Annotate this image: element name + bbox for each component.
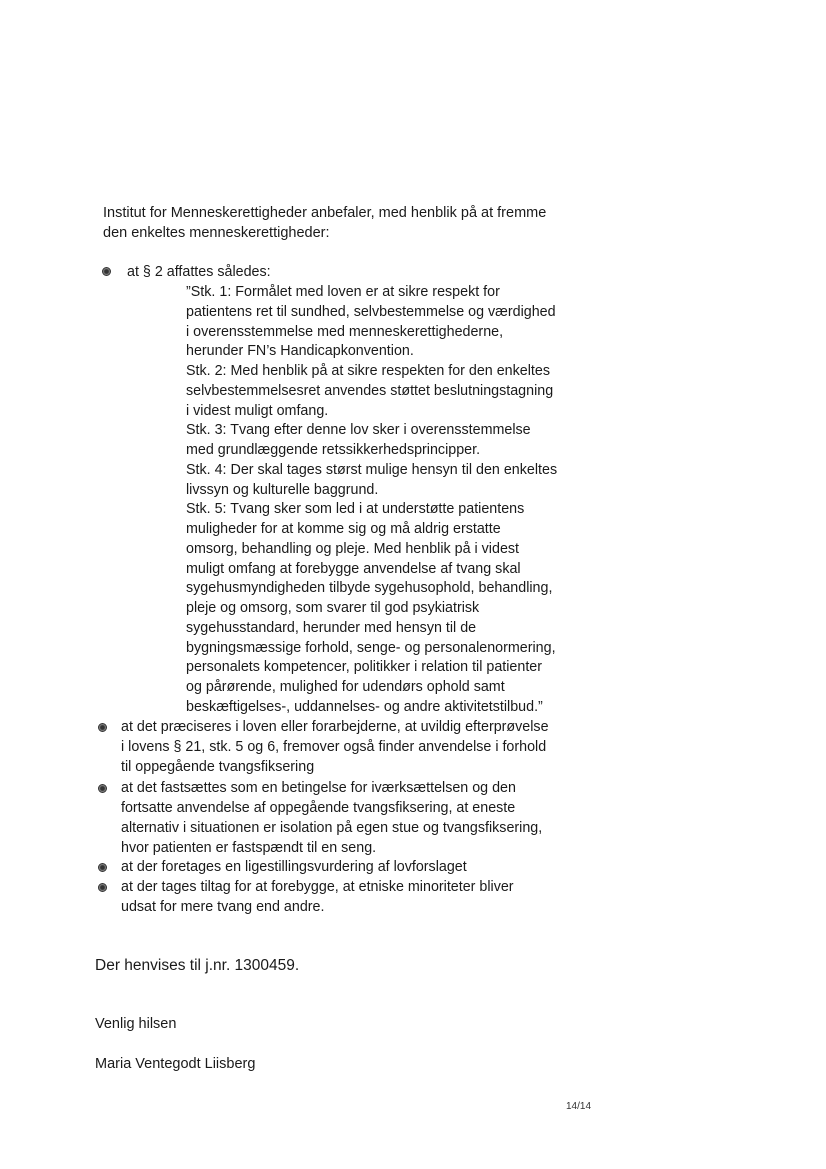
quote-line: Stk. 5: Tvang sker som led i at understøtte patientens bbox=[186, 501, 525, 518]
quote-line: bygningsmæssige forhold, senge- og personalenormering, bbox=[186, 639, 556, 656]
list-item: at det præciseres i loven eller forarbejderne, at uvildig efterprøvelse bbox=[121, 719, 549, 735]
list-item-continuation: hvor patienten er fastspændt til en seng. bbox=[121, 840, 377, 856]
bullet-icon bbox=[102, 267, 111, 276]
quote-line: sygehusstandard, herunder med hensyn til de bbox=[186, 619, 477, 636]
list-item-continuation: udsat for mere tvang end andre. bbox=[121, 899, 325, 915]
list-item: at der foretages en ligestillingsvurdering af lovforslaget bbox=[121, 859, 467, 875]
quote-line: beskæftigelses-, uddannelses- og andre aktivitetstilbud.” bbox=[186, 698, 543, 715]
signature-name: Maria Ventegodt Liisberg bbox=[95, 1056, 256, 1072]
quote-line: livssyn og kulturelle baggrund. bbox=[186, 481, 379, 498]
intro-line: den enkeltes menneskerettigheder: bbox=[103, 225, 330, 241]
quote-line: personalets kompetencer, politikker i relation til patienter bbox=[186, 659, 543, 676]
bullet-icon bbox=[98, 784, 107, 793]
list-item-continuation: til oppegående tvangsfiksering bbox=[121, 759, 315, 775]
quoted-section-text bbox=[186, 283, 586, 718]
list-item-continuation: fortsatte anvendelse af oppegående tvangsfiksering, at eneste bbox=[121, 800, 516, 816]
list-item: at det fastsættes som en betingelse for iværksættelsen og den bbox=[121, 780, 516, 796]
page-number: 14/14 bbox=[566, 1101, 592, 1112]
quote-line: Stk. 2: Med henblik på at sikre respekten for den enkeltes bbox=[186, 363, 550, 379]
quote-line: pleje og omsorg, som svarer til god psykiatrisk bbox=[186, 600, 480, 616]
closing-greeting: Venlig hilsen bbox=[95, 1016, 177, 1032]
list-item-continuation: alternativ i situationen er isolation på egen stue og tvangsfiksering, bbox=[121, 820, 543, 836]
list-item-continuation: i lovens § 21, stk. 5 og 6, fremover også finder anvendelse i forhold bbox=[121, 739, 547, 755]
quote-line: Stk. 3: Tvang efter denne lov sker i overensstemmelse bbox=[186, 422, 531, 439]
list-item: at § 2 affattes således: bbox=[127, 264, 271, 280]
list-item: at der tages tiltag for at forebygge, at etniske minoriteter bliver bbox=[121, 879, 514, 895]
quote-line: muligt omfang at forebygge anvendelse af tvang skal bbox=[186, 560, 521, 577]
quote-line: sygehusmyndigheden tilbyde sygehusophold, behandling, bbox=[186, 580, 553, 597]
bullet-icon bbox=[98, 863, 107, 872]
quote-line: ”Stk. 1: Formålet med loven er at sikre respekt for bbox=[186, 284, 500, 300]
quote-line: patientens ret til sundhed, selvbestemmelse og værdighed bbox=[186, 303, 556, 320]
bullet-icon bbox=[98, 883, 107, 892]
intro-line: Institut for Menneskerettigheder anbefaler, med henblik på at fremme bbox=[103, 205, 547, 221]
intro-paragraph bbox=[103, 203, 583, 243]
quote-line: med grundlæggende retssikkerhedsprincipper. bbox=[186, 442, 481, 458]
quote-line: selvbestemmelsesret anvendes støttet beslutningstagning bbox=[186, 382, 554, 399]
quote-line: Stk. 4: Der skal tages størst mulige hensyn til den enkeltes bbox=[186, 461, 558, 478]
bullet-icon bbox=[98, 723, 107, 732]
reference-line: Der henvises til j.nr. 1300459. bbox=[95, 957, 300, 974]
quote-line: muligheder for at komme sig og må aldrig erstatte bbox=[186, 521, 501, 537]
quote-line: herunder FN’s Handicapkonvention. bbox=[186, 343, 414, 360]
quote-line: og pårørende, mulighed for udendørs ophold samt bbox=[186, 679, 505, 695]
quote-line: i overensstemmelse med menneskerettighederne, bbox=[186, 323, 504, 340]
quote-line: i videst muligt omfang. bbox=[186, 402, 329, 419]
quote-line: omsorg, behandling og pleje. Med henblik på i videst bbox=[186, 540, 520, 557]
